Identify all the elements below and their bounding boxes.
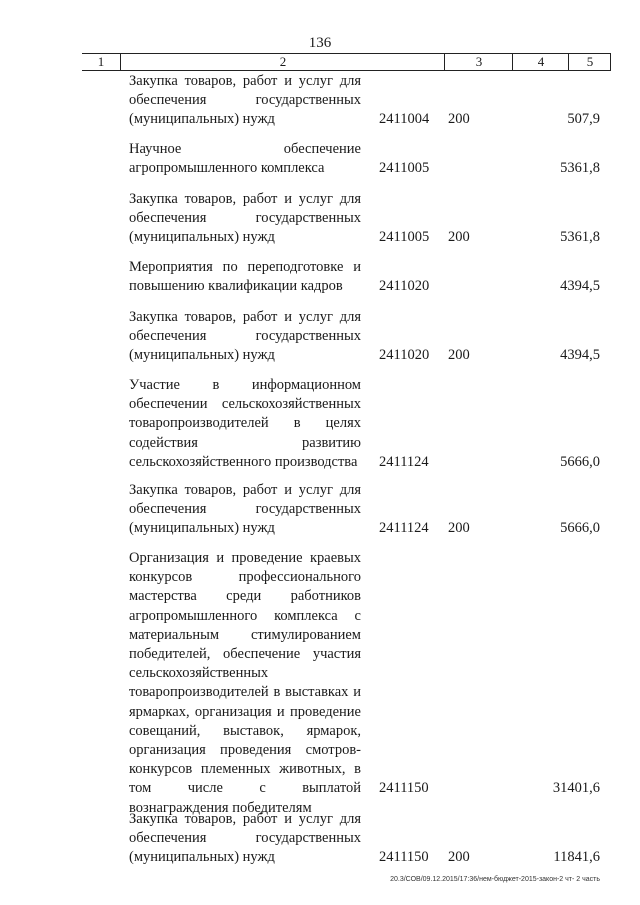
row-code: 2411005 bbox=[379, 160, 430, 176]
row-amount: 4394,5 bbox=[560, 278, 600, 294]
row-description: Научное обеспечение агропромышленного комплекса bbox=[129, 141, 361, 177]
row-amount: 11841,6 bbox=[553, 849, 600, 865]
row-amount: 5666,0 bbox=[560, 520, 600, 536]
column-header-1: 1 bbox=[97, 54, 105, 69]
row-description: Закупка товаров, работ и услуг для обеспечения государственных (муниципальных) нужд bbox=[129, 482, 361, 537]
row-description: Мероприятия по переподготовке и повышению квалификации кадров bbox=[129, 259, 361, 295]
row-code: 2411020 bbox=[379, 278, 430, 294]
row-description: Организация и проведение краевых конкурсов профессионального мастерства среди работников агропромышленного комплекса с материальным стимулированием победителей, обеспечение участия сельскохозяйственных товаропроизводителей в выставках и ярмарках, организация и проведение совещаний, выставок, ярмарок, организация проведения смотров-конкурсов племенных животных, в том числе с выплатой вознаграждения победителям bbox=[129, 550, 361, 816]
column-header-3: 3 bbox=[444, 54, 513, 70]
row-code: 2411124 bbox=[379, 520, 429, 536]
row-description: Закупка товаров, работ и услуг для обеспечения государственных (муниципальных) нужд bbox=[129, 811, 361, 866]
row-amount: 507,9 bbox=[567, 111, 600, 127]
row-code: 2411005 bbox=[379, 229, 430, 245]
footer-stamp: 20.3/СОВ/09.12.2015/17:36/нем-бюджет-2015-закон-2 чт- 2 часть bbox=[390, 876, 600, 883]
row-type: 200 bbox=[448, 347, 470, 363]
row-type: 200 bbox=[448, 111, 470, 127]
row-type: 200 bbox=[448, 520, 470, 536]
row-amount: 5361,8 bbox=[560, 160, 600, 176]
column-header-5: 5 bbox=[568, 54, 611, 70]
row-description: Закупка товаров, работ и услуг для обеспечения государственных (муниципальных) нужд bbox=[129, 309, 361, 364]
table-header bbox=[82, 53, 611, 71]
row-code: 2411124 bbox=[379, 454, 429, 470]
row-description: Закупка товаров, работ и услуг для обеспечения государственных (муниципальных) нужд bbox=[129, 191, 361, 246]
row-amount: 31401,6 bbox=[552, 780, 600, 796]
row-amount: 5361,8 bbox=[560, 229, 600, 245]
row-code: 2411150 bbox=[379, 780, 429, 796]
row-amount: 5666,0 bbox=[560, 454, 600, 470]
row-code: 2411020 bbox=[379, 347, 430, 363]
row-code: 2411004 bbox=[379, 111, 430, 127]
row-description: Участие в информационном обеспечении сельскохозяйственных товаропроизводителей в целях содействия развитию сельскохозяйственного производства bbox=[129, 377, 361, 470]
row-type: 200 bbox=[448, 849, 470, 865]
row-type: 200 bbox=[448, 229, 470, 245]
page-number: 136 bbox=[308, 35, 332, 51]
row-amount: 4394,5 bbox=[560, 347, 600, 363]
row-code: 2411150 bbox=[379, 849, 429, 865]
column-header-4: 4 bbox=[512, 54, 569, 70]
row-description: Закупка товаров, работ и услуг для обеспечения государственных (муниципальных) нужд bbox=[129, 73, 361, 128]
column-header-2: 2 bbox=[120, 54, 445, 70]
